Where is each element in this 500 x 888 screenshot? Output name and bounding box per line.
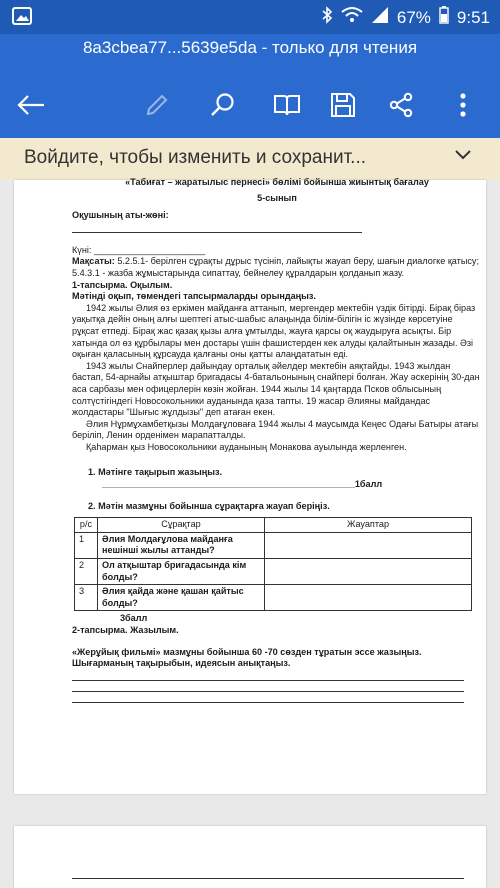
question-1-answer-line: __________________________________________________1балл — [102, 479, 383, 490]
status-bar — [0, 0, 500, 34]
date-label: Күні: ______________________ — [72, 244, 206, 255]
table-header-number: р/с — [75, 518, 98, 533]
row-answer — [265, 559, 472, 585]
document-title: 8a3cbea77...5639e5da - только для чтения — [82, 38, 418, 57]
essay-line-1 — [72, 670, 464, 681]
bluetooth-icon — [321, 6, 333, 29]
essay-line-3 — [72, 692, 464, 703]
signal-icon — [371, 6, 389, 29]
back-arrow-icon[interactable] — [14, 88, 48, 122]
goal-text-2: 5.4.3.1 - жазба жұмыстарында сипаттау, бейнелеу құралдарын қолданып жазу. — [72, 267, 405, 278]
share-icon[interactable] — [384, 88, 418, 122]
task-1-label: 1-тапсырма. Оқылым. — [72, 279, 173, 290]
row-number: 2 — [75, 559, 98, 585]
book-reading-icon[interactable] — [270, 88, 304, 122]
row-question: Әлия қайда және қашан қайтыс болды? — [98, 585, 265, 611]
page-2-line — [72, 878, 464, 879]
document-page — [14, 177, 486, 794]
battery-percent: 67% — [396, 7, 431, 27]
row-question: Әлия Молдағұлова майданға нешінші жылы аттанды? — [98, 532, 265, 558]
paragraph-1: 1942 жылы Әлия өз еркімен майданға аттанып, мергендер мектебін үздік бітірді. Бірақ біраз уақытқа дейін оның алғы шептегі атыс-шабыс алаңында білім-білігін іс жүзінде көрсетуіне рұқсат етпеді. Бірақ жас қазақ қызы алға ұмтылды, жауға қарсы оқ жаудыруға асықты. Бір хатында ол өз құрбылары мен достары үшін фашистерден кек алуды қалайтынын жазады. Әзі оқыған қаласының құрсауда қалғаны оны қатты алаңдататын еді. — [72, 302, 476, 360]
doc-grade: 5-сынып — [257, 192, 297, 203]
question-2: 2. Мәтін мазмұны бойынша сұрақтарға жауап беріңіз. — [88, 500, 330, 511]
row-answer — [265, 585, 472, 611]
question-1: 1. Мәтінге тақырып жазыңыз. — [88, 467, 223, 478]
table-header-questions: Сұрақтар — [98, 518, 265, 533]
questions-table — [74, 517, 472, 611]
battery-icon — [439, 6, 449, 29]
goal-text: 5.2.5.1- берілген сұрақты дұрыс түсініп, лайықты жауап беру, шағын диалогке қатысу; — [117, 256, 479, 267]
edit-pencil-icon[interactable] — [140, 88, 174, 122]
row-number: 3 — [75, 585, 98, 611]
table-header-answers: Жауаптар — [265, 518, 472, 533]
row-number: 1 — [75, 532, 98, 558]
essay-line-2 — [72, 681, 464, 692]
chevron-down-icon[interactable] — [454, 148, 472, 167]
doc-heading: «Табиғат – жаратылыс пернесі» бөлімі бойынша жиынтық бағалау — [125, 177, 429, 187]
app-bar — [0, 34, 500, 138]
paragraph-4: Қаһарман қыз Новосокольники ауданының Монакова ауылында жерленген. — [86, 441, 407, 452]
save-disk-icon[interactable] — [326, 88, 360, 122]
name-line — [72, 222, 362, 233]
instruction: Мәтінді оқып, төмендегі тапсырмаларды орындаңыз. — [72, 291, 316, 302]
search-icon[interactable] — [206, 88, 240, 122]
image-notification-icon — [12, 7, 32, 30]
document-page-2 — [14, 826, 486, 888]
paragraph-3: Әлия Нұрмұхамбетқызы Молдағұловаға 1944 жылы 4 маусымда Кеңес Одағы Батыры атағы беріліп, Ленин орденімен марапатталды. — [72, 418, 479, 441]
essay-instruction: «Жерұйық фильмі» мазмұны бойынша 60 -70 сөзден тұратын эссе жазыңыз. Шығарманың тақырыбын, идеясын анықтаңыз. — [72, 646, 422, 669]
paragraph-2: 1943 жылы Снайперлер дайындау орталық әйелдер мектебін аяқтайды. 1943 жылдан бастап, 54-арнайы атқыштар бригадасы 4-батальонының снайпері болған. Жау әскерінің 30-дан аса сарбазы мен офицерлерін көзін жойған. 1944 жылы 14 қаңтарда Псков облысының солтүстігіндегі Новосокольники ауданында қаза тапты. 19 жасар Әлияны майдандас жолдастары "Шығыс жұлдызы" деп атаған екен. — [72, 360, 480, 418]
row-question: Ол атқыштар бригадасында кім болды? — [98, 559, 265, 585]
row-answer — [265, 532, 472, 558]
student-name-label: Оқушының аты-жөні: — [72, 210, 169, 221]
banner-text: Войдите, чтобы изменить и сохранит... — [24, 147, 367, 168]
goal-label: Мақсаты: — [72, 256, 115, 267]
score-3: 3балл — [120, 613, 148, 624]
more-options-icon[interactable] — [446, 88, 480, 122]
wifi-icon — [341, 6, 363, 29]
task-2-label: 2-тапсырма. Жазылым. — [72, 625, 179, 635]
goal-line — [72, 256, 482, 268]
sign-in-banner[interactable] — [0, 138, 500, 180]
clock: 9:51 — [456, 7, 490, 27]
